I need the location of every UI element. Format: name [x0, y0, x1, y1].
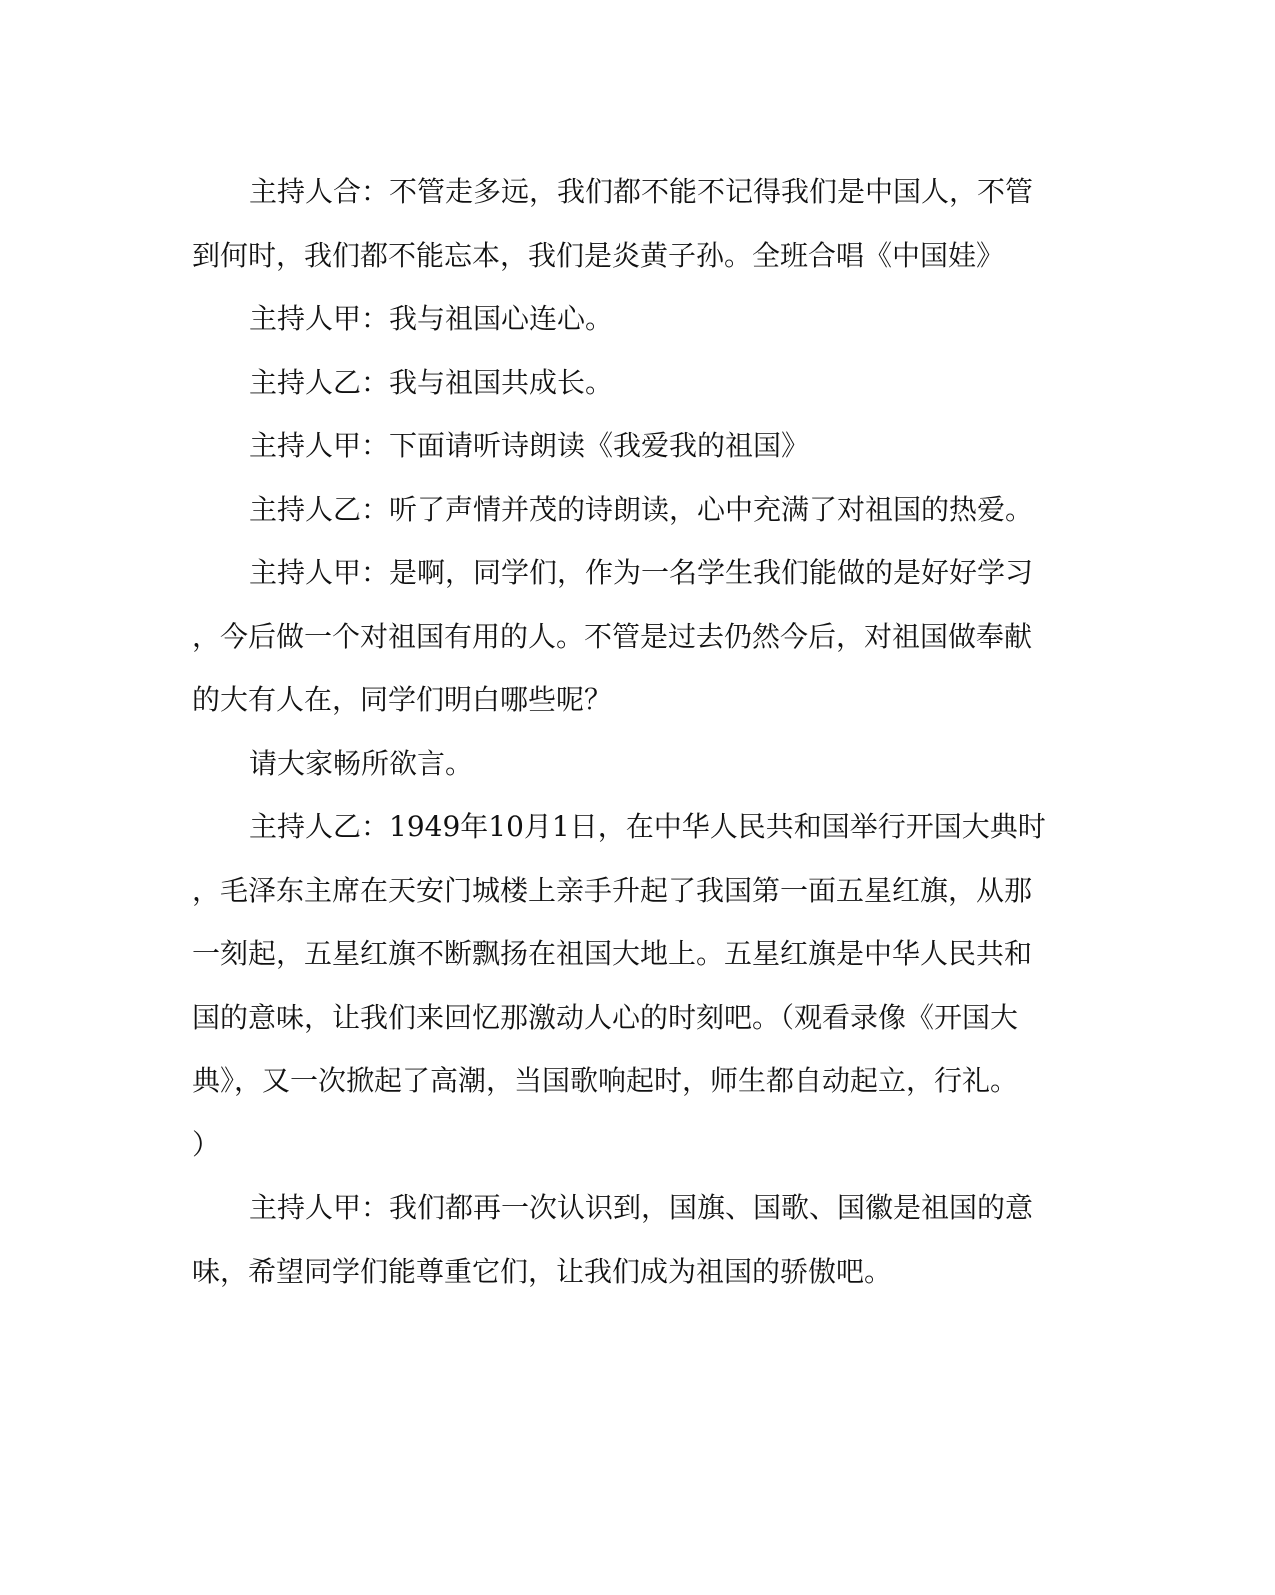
text-line: ，毛泽东主席在天安门城楼上亲手升起了我国第一面五星红旗，从那	[192, 873, 1033, 907]
text-line: 到何时，我们都不能忘本，我们是炎黄子孙。全班合唱《中国娃》	[192, 238, 1005, 272]
text-line: 主持人甲：是啊，同学们，作为一名学生我们能做的是好好学习	[249, 556, 1034, 589]
document-body	[192, 160, 1054, 1303]
text-line: ，今后做一个对祖国有用的人。不管是过去仍然今后，对祖国做奉献	[192, 619, 1033, 653]
text-line: 请大家畅所欲言。	[249, 746, 474, 780]
text-line: 的大有人在，同学们明白哪些呢？	[192, 683, 613, 716]
text-line: 主持人乙：听了声情并茂的诗朗读，心中充满了对祖国的热爱。	[249, 492, 1034, 526]
text-line: 一刻起，五星红旗不断飘扬在祖国大地上。五星红旗是中华人民共和	[192, 937, 1033, 970]
text-line: 主持人甲：我们都再一次认识到，国旗、国歌、国徽是祖国的意	[249, 1191, 1034, 1224]
text-line: 主持人乙：我与祖国共成长。	[249, 365, 614, 399]
text-line: 主持人甲：下面请听诗朗读《我爱我的祖国》	[249, 429, 810, 462]
text-line: 主持人甲：我与祖国心连心。	[249, 302, 614, 335]
text-line: 主持人乙：1949年10月1日，在中华人民共和国举行开国大典时	[249, 810, 1046, 843]
text-line: 主持人合：不管走多远，我们都不能不记得我们是中国人，不管	[249, 175, 1034, 208]
text-line: 国的意味，让我们来回忆那激动人心的时刻吧。（观看录像《开国大	[192, 1000, 1019, 1034]
text-line: 典》，又一次掀起了高潮，当国歌响起时，师生都自动起立，行礼。	[192, 1064, 1019, 1097]
text-line: 味，希望同学们能尊重它们，让我们成为祖国的骄傲吧。	[192, 1254, 893, 1288]
text-line: ）	[192, 1127, 221, 1161]
